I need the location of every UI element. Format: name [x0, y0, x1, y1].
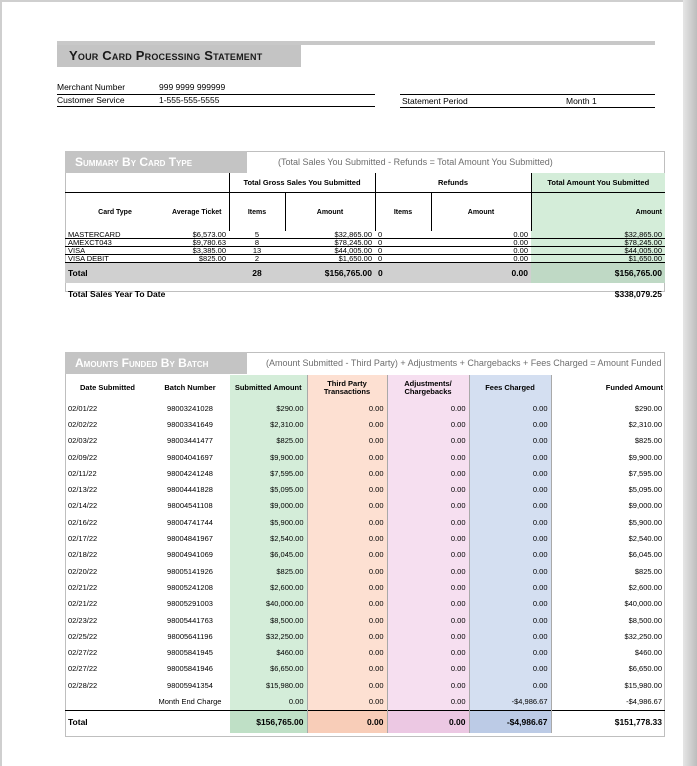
batch-column-header-row — [65, 375, 665, 400]
batch-row — [65, 628, 665, 644]
summary-group-blank — [165, 173, 229, 193]
funded-amount-cell: $2,600.00 — [628, 582, 662, 592]
card-type-cell: VISA — [65, 247, 165, 255]
amount-cell: $32,865.00 — [285, 231, 375, 239]
batch-row — [65, 498, 665, 514]
batch-total-blank — [150, 710, 230, 733]
refund-amount-cell: 0.00 — [431, 255, 531, 263]
funded-amount-cell: $2,310.00 — [628, 419, 662, 429]
funded-amount-cell: $2,540.00 — [628, 534, 662, 544]
third-party-cell: 0.00 — [307, 530, 387, 546]
fees-cell: 0.00 — [469, 449, 551, 465]
funded-amount-cell: $5,095.00 — [628, 485, 662, 495]
submitted-amount-cell: $2,540.00 — [230, 530, 307, 546]
date-cell: 02/18/22 — [68, 550, 98, 560]
third-party-cell: 0.00 — [307, 661, 387, 677]
batch-number-cell: 98005841946 — [167, 664, 213, 674]
batch-total-label: Total — [65, 710, 150, 733]
adjustments-cell: 0.00 — [387, 677, 469, 693]
fees-cell: 0.00 — [469, 433, 551, 449]
funded-amount-cell: -$4,986.67 — [626, 696, 662, 706]
adjustments-cell: 0.00 — [387, 612, 469, 628]
batch-total-submitted: $156,765.00 — [230, 710, 307, 733]
submitted-amount-cell: $290.00 — [230, 400, 307, 416]
fees-cell: 0.00 — [469, 628, 551, 644]
summary-total-refund-amount: 0.00 — [431, 263, 531, 284]
summary-group-blank — [65, 173, 165, 193]
ytd-label: Total Sales Year To Date — [68, 289, 166, 299]
third-party-cell: 0.00 — [307, 563, 387, 579]
statement-period-value: Month 1 — [566, 96, 597, 106]
average-ticket-cell: $9,780.63 — [165, 239, 229, 247]
funded-amount-cell: $5,900.00 — [628, 517, 662, 527]
refund-items-cell: 0 — [375, 255, 431, 263]
batch-total-fees: -$4,986.67 — [469, 710, 551, 733]
funded-amount-cell: $6,045.00 — [628, 550, 662, 560]
fees-cell: 0.00 — [469, 498, 551, 514]
batch-number-cell: 98005141926 — [167, 566, 213, 576]
batch-total-funded: $151,778.33 — [551, 710, 665, 733]
summary-total-amount: $156,765.00 — [285, 263, 375, 284]
submitted-amount-cell: $40,000.00 — [230, 596, 307, 612]
batch-number-cell: 98004241248 — [167, 468, 213, 478]
fees-cell: 0.00 — [469, 661, 551, 677]
submitted-amount-cell: $825.00 — [230, 433, 307, 449]
amount-cell: $1,650.00 — [285, 255, 375, 263]
customer-service-rule — [57, 106, 375, 107]
third-party-cell: 0.00 — [307, 596, 387, 612]
batch-number-cell: 98003441477 — [167, 436, 213, 446]
batch-row — [65, 530, 665, 546]
amount-cell: $44,005.00 — [285, 247, 375, 255]
third-party-cell: 0.00 — [307, 400, 387, 416]
date-cell: 02/21/22 — [68, 599, 98, 609]
batch-number-cell: 98005441763 — [167, 615, 213, 625]
adjustments-cell: 0.00 — [387, 628, 469, 644]
date-cell: 02/27/22 — [68, 664, 98, 674]
col-adjustments: Adjustments/ Chargebacks — [387, 375, 469, 400]
summary-total-submitted: $156,765.00 — [531, 263, 665, 284]
adjustments-cell: 0.00 — [387, 433, 469, 449]
batch-row — [65, 563, 665, 579]
third-party-cell: 0.00 — [307, 449, 387, 465]
batch-row — [65, 612, 665, 628]
adjustments-cell: 0.00 — [387, 449, 469, 465]
third-party-cell: 0.00 — [307, 644, 387, 660]
card-type-cell: VISA DEBIT — [65, 255, 165, 263]
fees-cell: -$4,986.67 — [469, 693, 551, 710]
third-party-cell: 0.00 — [307, 481, 387, 497]
summary-group-header-row — [65, 173, 665, 193]
summary-group-gross: Total Gross Sales You Submitted — [229, 173, 375, 193]
date-cell: 02/02/22 — [68, 419, 98, 429]
statement-period-rule — [400, 107, 655, 108]
funded-amount-cell: $825.00 — [634, 436, 662, 446]
col-date-submitted: Date Submitted — [79, 382, 135, 392]
adjustments-cell: 0.00 — [387, 416, 469, 432]
batch-number-cell: 98004441828 — [167, 485, 213, 495]
summary-formula-note: (Total Sales You Submitted - Refunds = Total Amount You Submitted) — [278, 157, 553, 167]
date-cell: 02/20/22 — [68, 566, 98, 576]
date-cell — [65, 693, 150, 710]
date-cell: 02/25/22 — [68, 631, 98, 641]
date-cell: 02/17/22 — [68, 534, 98, 544]
col-fees-charged: Fees Charged — [469, 375, 551, 400]
date-cell: 02/27/22 — [68, 648, 98, 658]
col-card-type: Card Type — [98, 208, 132, 216]
submitted-amount-cell: 0.00 — [230, 693, 307, 710]
fees-cell: 0.00 — [469, 465, 551, 481]
batch-number-cell: 98004841967 — [167, 534, 213, 544]
statement-title: Your Card Processing Statement — [57, 45, 301, 67]
funded-amount-cell: $7,595.00 — [628, 468, 662, 478]
refund-items-cell: 0 — [375, 247, 431, 255]
col-items: Items — [229, 193, 285, 232]
average-ticket-cell: $6,573.00 — [165, 231, 229, 239]
average-ticket-cell: $825.00 — [165, 255, 229, 263]
col-batch-number: Batch Number — [164, 382, 216, 392]
submitted-amount-cell: $5,095.00 — [230, 481, 307, 497]
refund-amount-cell: 0.00 — [431, 247, 531, 255]
batch-row — [65, 547, 665, 563]
third-party-cell: 0.00 — [307, 465, 387, 481]
adjustments-cell: 0.00 — [387, 563, 469, 579]
fees-cell: 0.00 — [469, 677, 551, 693]
average-ticket-cell: $3,385.00 — [165, 247, 229, 255]
adjustments-cell: 0.00 — [387, 498, 469, 514]
batch-row — [65, 465, 665, 481]
summary-total-items: 28 — [229, 263, 285, 284]
batch-number-cell: Month End Charge — [158, 696, 222, 706]
card-type-cell: AMEXCT043 — [65, 239, 165, 247]
total-amount-cell: $44,005.00 — [531, 247, 665, 255]
funded-amount-cell: $825.00 — [634, 566, 662, 576]
customer-service-label: Customer Service — [57, 95, 125, 105]
summary-column-header-row — [65, 193, 665, 232]
summary-total-row — [65, 263, 665, 284]
batch-total-third-party: 0.00 — [307, 710, 387, 733]
customer-service-value: 1-555-555-5555 — [159, 95, 220, 105]
third-party-cell: 0.00 — [307, 579, 387, 595]
batch-number-cell: 98004741744 — [167, 517, 213, 527]
amount-cell: $78,245.00 — [285, 239, 375, 247]
adjustments-cell: 0.00 — [387, 661, 469, 677]
submitted-amount-cell: $460.00 — [230, 644, 307, 660]
third-party-cell: 0.00 — [307, 612, 387, 628]
col-refund-items: Items — [375, 193, 431, 232]
date-cell: 02/03/22 — [68, 436, 98, 446]
adjustments-cell: 0.00 — [387, 465, 469, 481]
refund-amount-cell: 0.00 — [431, 239, 531, 247]
submitted-amount-cell: $6,045.00 — [230, 547, 307, 563]
merchant-number-value: 999 9999 999999 — [159, 82, 226, 92]
refund-items-cell: 0 — [375, 231, 431, 239]
col-third-party: Third Party Transactions — [307, 375, 387, 400]
funded-amount-cell: $9,900.00 — [628, 452, 662, 462]
batch-number-cell: 98003241028 — [167, 403, 213, 413]
card-type-cell: MASTERCARD — [65, 231, 165, 239]
date-cell: 02/13/22 — [68, 485, 98, 495]
ytd-blank — [285, 283, 531, 305]
batch-number-cell: 98005941354 — [167, 680, 213, 690]
items-cell: 13 — [229, 247, 285, 255]
submitted-amount-cell: $9,000.00 — [230, 498, 307, 514]
submitted-amount-cell: $2,310.00 — [230, 416, 307, 432]
col-amount: Amount — [285, 193, 375, 232]
batch-row — [65, 416, 665, 432]
batch-total-row — [65, 710, 665, 733]
page-frame-left — [0, 0, 2, 766]
funded-amount-cell: $6,650.00 — [628, 664, 662, 674]
fees-cell: 0.00 — [469, 563, 551, 579]
submitted-amount-cell: $2,600.00 — [230, 579, 307, 595]
adjustments-cell: 0.00 — [387, 579, 469, 595]
funded-amount-cell: $290.00 — [634, 403, 662, 413]
fees-cell: 0.00 — [469, 644, 551, 660]
batch-formula-note: (Amount Submitted - Third Party) + Adjustments + Chargebacks + Fees Charged = Amount Funded — [266, 358, 662, 368]
batch-row — [65, 579, 665, 595]
refund-amount-cell: 0.00 — [431, 231, 531, 239]
total-amount-cell: $32,865.00 — [531, 231, 665, 239]
third-party-cell: 0.00 — [307, 547, 387, 563]
adjustments-cell: 0.00 — [387, 693, 469, 710]
date-cell: 02/21/22 — [68, 582, 98, 592]
summary-group-total: Total Amount You Submitted — [531, 173, 665, 193]
statement-period-label: Statement Period — [402, 96, 468, 106]
submitted-amount-cell: $7,595.00 — [230, 465, 307, 481]
third-party-cell: 0.00 — [307, 416, 387, 432]
summary-total-label: Total — [65, 263, 165, 284]
batch-row — [65, 677, 665, 693]
statement-period-top-rule — [400, 94, 655, 95]
merchant-number-label: Merchant Number — [57, 82, 126, 92]
batch-row — [65, 400, 665, 416]
adjustments-cell: 0.00 — [387, 644, 469, 660]
fees-cell: 0.00 — [469, 400, 551, 416]
funded-amount-cell: $15,980.00 — [624, 680, 662, 690]
fees-cell: 0.00 — [469, 416, 551, 432]
batch-number-cell: 98005241208 — [167, 582, 213, 592]
submitted-amount-cell: $15,980.00 — [230, 677, 307, 693]
batch-number-cell: 98005841945 — [167, 648, 213, 658]
batch-row — [65, 644, 665, 660]
third-party-cell: 0.00 — [307, 514, 387, 530]
ytd-value: $338,079.25 — [614, 289, 663, 299]
adjustments-cell: 0.00 — [387, 547, 469, 563]
batch-number-cell: 98004941069 — [167, 550, 213, 560]
summary-group-refunds: Refunds — [375, 173, 531, 193]
batch-header: Amounts Funded By Batch — [65, 352, 247, 374]
col-submitted-amount: Submitted Amount — [230, 375, 307, 400]
batch-table — [65, 375, 665, 733]
batch-row — [65, 661, 665, 677]
fees-cell: 0.00 — [469, 481, 551, 497]
third-party-cell: 0.00 — [307, 677, 387, 693]
refund-items-cell: 0 — [375, 239, 431, 247]
third-party-cell: 0.00 — [307, 433, 387, 449]
batch-number-cell: 98004041697 — [167, 452, 213, 462]
batch-number-cell: 98004541108 — [167, 501, 213, 511]
batch-row — [65, 514, 665, 530]
col-total-amount: Amount — [531, 193, 665, 232]
third-party-cell: 0.00 — [307, 498, 387, 514]
fees-cell: 0.00 — [469, 596, 551, 612]
funded-amount-cell: $460.00 — [634, 648, 662, 658]
summary-total-refund-items: 0 — [375, 263, 431, 284]
batch-row — [65, 481, 665, 497]
items-cell: 8 — [229, 239, 285, 247]
fees-cell: 0.00 — [469, 547, 551, 563]
fees-cell: 0.00 — [469, 530, 551, 546]
summary-row — [65, 255, 665, 263]
fees-cell: 0.00 — [469, 579, 551, 595]
adjustments-cell: 0.00 — [387, 481, 469, 497]
date-cell: 02/28/22 — [68, 680, 98, 690]
date-cell: 02/01/22 — [68, 403, 98, 413]
funded-amount-cell: $9,000.00 — [628, 501, 662, 511]
col-funded-amount: Funded Amount — [605, 382, 663, 392]
adjustments-cell: 0.00 — [387, 514, 469, 530]
col-refund-amount: Amount — [431, 193, 531, 232]
date-cell: 02/16/22 — [68, 517, 98, 527]
adjustments-cell: 0.00 — [387, 530, 469, 546]
summary-table — [65, 173, 665, 305]
date-cell: 02/09/22 — [68, 452, 98, 462]
total-amount-cell: $78,245.00 — [531, 239, 665, 247]
summary-header: Summary By Card Type — [65, 151, 247, 173]
third-party-cell: 0.00 — [307, 628, 387, 644]
submitted-amount-cell: $9,900.00 — [230, 449, 307, 465]
date-cell: 02/14/22 — [68, 501, 98, 511]
batch-number-cell: 98003341649 — [167, 419, 213, 429]
items-cell: 2 — [229, 255, 285, 263]
page-shadow-right — [683, 0, 697, 766]
date-cell: 02/23/22 — [68, 615, 98, 625]
fees-cell: 0.00 — [469, 612, 551, 628]
col-average-ticket: Average Ticket — [172, 208, 222, 216]
date-cell: 02/11/22 — [68, 468, 97, 478]
page-frame-top — [0, 0, 697, 2]
third-party-cell: 0.00 — [307, 693, 387, 710]
summary-total-blank — [165, 263, 229, 284]
batch-row — [65, 449, 665, 465]
funded-amount-cell: $32,250.00 — [624, 631, 662, 641]
submitted-amount-cell: $6,650.00 — [230, 661, 307, 677]
batch-row — [65, 596, 665, 612]
submitted-amount-cell: $825.00 — [230, 563, 307, 579]
batch-row — [65, 693, 665, 710]
submitted-amount-cell: $32,250.00 — [230, 628, 307, 644]
fees-cell: 0.00 — [469, 514, 551, 530]
summary-ytd-row — [65, 283, 665, 305]
items-cell: 5 — [229, 231, 285, 239]
funded-amount-cell: $8,500.00 — [628, 615, 662, 625]
batch-row — [65, 433, 665, 449]
submitted-amount-cell: $5,900.00 — [230, 514, 307, 530]
adjustments-cell: 0.00 — [387, 400, 469, 416]
submitted-amount-cell: $8,500.00 — [230, 612, 307, 628]
total-amount-cell: $1,650.00 — [531, 255, 665, 263]
batch-total-adjustments: 0.00 — [387, 710, 469, 733]
batch-number-cell: 98005291003 — [167, 599, 213, 609]
batch-number-cell: 98005641196 — [167, 631, 213, 641]
funded-amount-cell: $40,000.00 — [624, 599, 662, 609]
adjustments-cell: 0.00 — [387, 596, 469, 612]
